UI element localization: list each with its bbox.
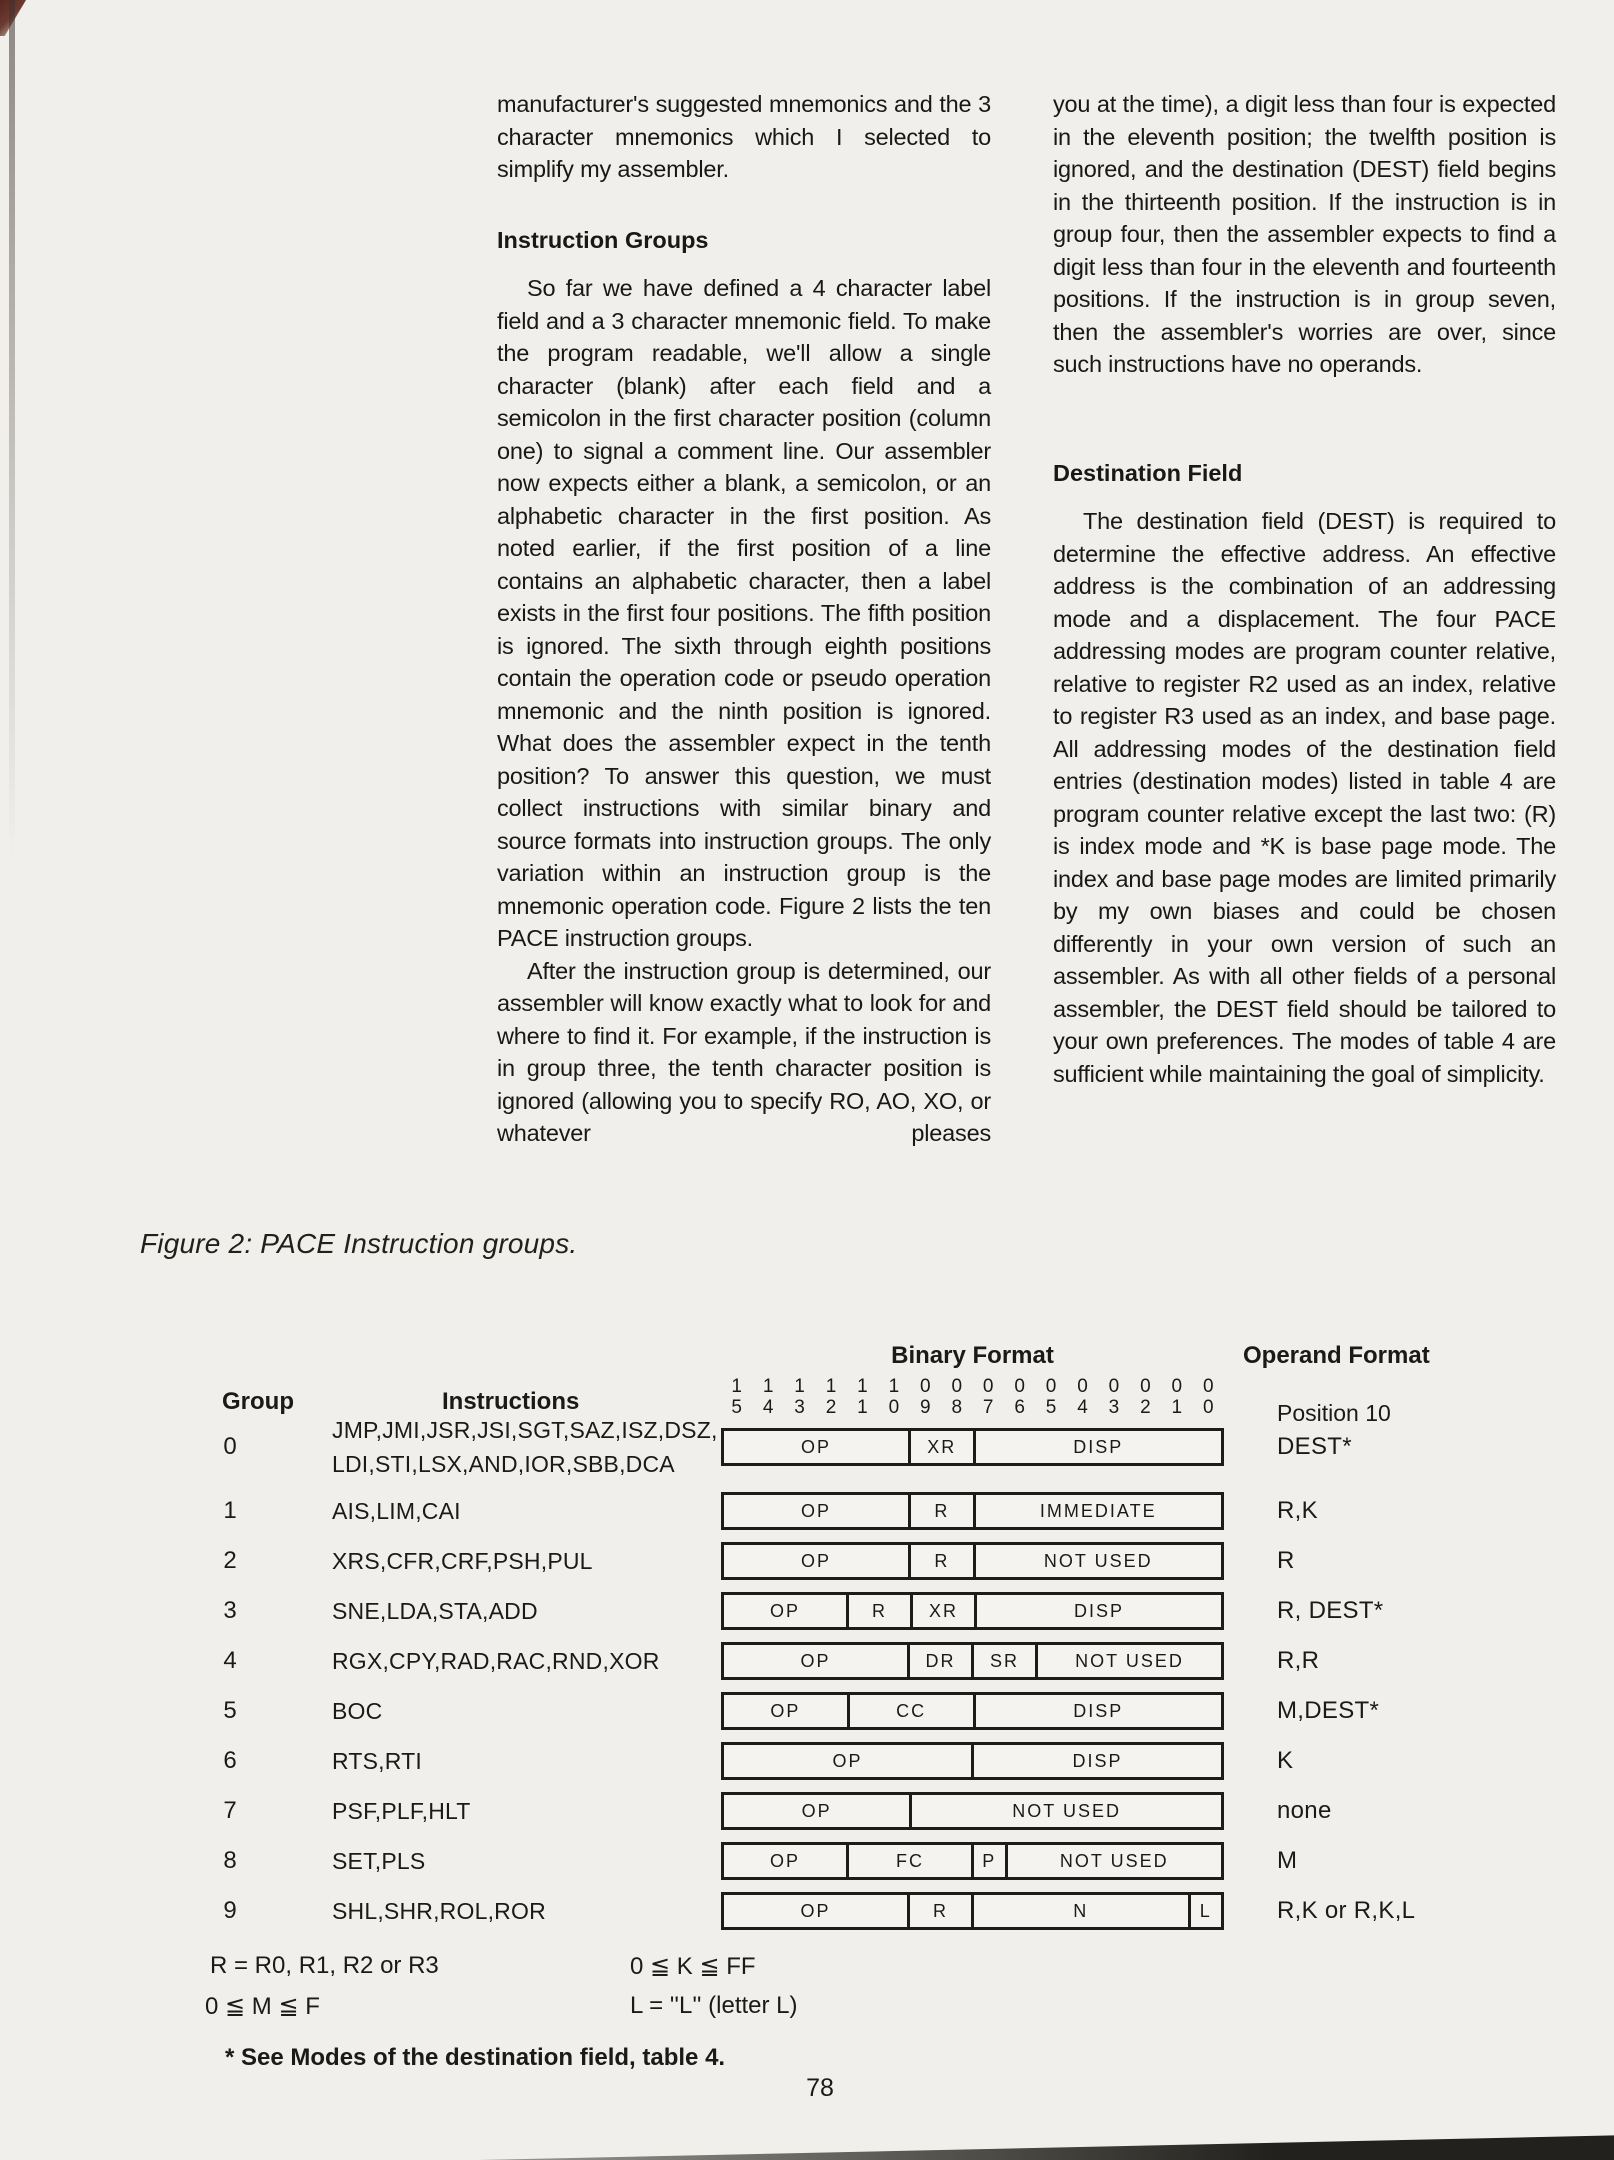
- binary-format-box: [721, 1792, 1224, 1830]
- figure-row: [0, 1742, 1614, 1780]
- bit-label-cell: 0 8: [951, 1376, 963, 1418]
- bit-label-cell: 0 1: [1171, 1376, 1183, 1418]
- binary-field: CC: [847, 1695, 973, 1727]
- bit-label-cell: 1 2: [825, 1376, 837, 1418]
- section-heading-destination-field: Destination Field: [1053, 459, 1243, 486]
- operand-format-value: R,K: [1277, 1497, 1318, 1524]
- binary-format-box: [721, 1542, 1224, 1580]
- bit-number-labels: [721, 1376, 1224, 1420]
- binary-format-box: [721, 1742, 1224, 1780]
- operand-format-value: M,DEST*: [1277, 1697, 1380, 1724]
- binary-field: XR: [910, 1595, 974, 1627]
- legend-note-m: 0 ≦ M ≦ F: [205, 1993, 320, 2020]
- binary-field: OP: [801, 1500, 832, 1521]
- binary-field: DISP: [973, 1431, 1222, 1463]
- binary-field: R: [908, 1495, 972, 1527]
- operand-format-value: DEST*: [1277, 1433, 1352, 1460]
- bit-label-cell: 0 5: [1045, 1376, 1057, 1418]
- binary-field: R: [908, 1545, 972, 1577]
- binary-field: N: [971, 1895, 1188, 1927]
- text-column-left: [497, 88, 991, 1150]
- binary-field: NOT USED: [1035, 1645, 1221, 1677]
- bit-label-cell: 1 3: [794, 1376, 805, 1418]
- bit-label-cell: 0 7: [982, 1376, 994, 1418]
- figure-row: [0, 1892, 1614, 1930]
- binary-format-box: [721, 1892, 1224, 1930]
- binary-format-box: [721, 1592, 1224, 1630]
- operand-format-value: none: [1277, 1797, 1332, 1824]
- operand-format-value: R,K or R,K,L: [1277, 1897, 1416, 1924]
- binary-field: NOT USED: [909, 1795, 1221, 1827]
- binary-field: L: [1188, 1895, 1222, 1927]
- instruction-list: SNE,LDA,STA,ADD: [332, 1598, 538, 1624]
- bit-label-cell: 0 2: [1140, 1376, 1151, 1418]
- bit-label-cell: 0 4: [1077, 1376, 1088, 1418]
- paragraph-continuation: you at the time), a digit less than four is expected in the eleventh position; the twelfth position is ignored, and the destination (DEST) field begins in the thirteenth position. If the instruction is in group four, then the assembler expects to find a digit less than four in the eleventh and fourteenth positions. If the instruction is in group seven, then the assembler's worries are over, since such instructions have no operands.: [1053, 91, 1556, 377]
- bit-label-cell: 1 1: [857, 1376, 868, 1418]
- binary-field: FC: [846, 1845, 971, 1877]
- binary-field: XR: [908, 1431, 972, 1463]
- column-header-instructions: Instructions: [442, 1388, 580, 1415]
- instruction-list: PSF,PLF,HLT: [332, 1798, 471, 1824]
- binary-field: NOT USED: [1005, 1845, 1222, 1877]
- binary-format-box: [721, 1428, 1224, 1466]
- binary-field: P: [971, 1845, 1005, 1877]
- group-number: 8: [223, 1847, 237, 1874]
- footnote-dest-modes: * See Modes of the destination field, table 4.: [225, 2044, 726, 2071]
- group-number: 9: [223, 1897, 237, 1924]
- bit-label-cell: 1 0: [888, 1376, 900, 1418]
- bit-label-cell: 0 0: [1202, 1376, 1214, 1418]
- operand-format-value: R: [1277, 1547, 1295, 1574]
- figure-row: [0, 1792, 1614, 1830]
- column-header-group: Group: [222, 1388, 294, 1415]
- binary-field: OP: [800, 1650, 831, 1671]
- group-number: 3: [223, 1597, 237, 1624]
- figure-row: [0, 1642, 1614, 1680]
- instruction-list: SHL,SHR,ROL,ROR: [332, 1898, 546, 1924]
- binary-field: OP: [832, 1750, 863, 1771]
- column-header-operand-format: Operand Format: [1243, 1342, 1430, 1369]
- binary-field: R: [907, 1895, 971, 1927]
- paragraph-continuation: manufacturer's suggested mnemonics and the 3 character mnemonics which I selected to simplify my assembler.: [497, 91, 991, 182]
- binary-field: DR: [907, 1645, 971, 1677]
- instruction-list: RTS,RTI: [332, 1748, 423, 1774]
- binary-field: DISP: [971, 1745, 1221, 1777]
- binary-field: IMMEDIATE: [973, 1495, 1222, 1527]
- legend-note-r: R = R0, R1, R2 or R3: [210, 1952, 439, 1979]
- binary-format-box: [721, 1642, 1224, 1680]
- group-number: 0: [223, 1433, 237, 1460]
- figure-row: [0, 1417, 1614, 1477]
- legend-note-k: 0 ≦ K ≦ FF: [630, 1953, 756, 1980]
- binary-format-box: [721, 1692, 1224, 1730]
- figure-row: [0, 1492, 1614, 1530]
- group-number: 2: [223, 1547, 237, 1574]
- group-number: 1: [223, 1497, 237, 1524]
- paragraph: After the instruction group is determined, our assembler will know exactly what to look for and where to find it. For example, if the instruction is in group three, the tenth character position is ignored (allowing you to specify RO, AO, XO, or whatever pleases: [497, 957, 991, 1146]
- instruction-list: BOC: [332, 1698, 383, 1724]
- binary-field: SR: [971, 1645, 1035, 1677]
- binary-field: OP: [801, 1436, 832, 1457]
- instruction-list: JMP,JMI,JSR,JSI,SGT,SAZ,ISZ,DSZ, LDI,STI,LSX,AND,IOR,SBB,DCA: [332, 1417, 718, 1477]
- figure-caption: Figure 2: PACE Instruction groups.: [140, 1228, 578, 1259]
- figure-row: [0, 1842, 1614, 1880]
- bit-label-cell: 1 4: [762, 1376, 774, 1418]
- page-number: 78: [806, 2074, 834, 2102]
- bit-label-cell: 1 5: [731, 1376, 742, 1418]
- bit-label-cell: 0 9: [920, 1376, 931, 1418]
- binary-field: NOT USED: [973, 1545, 1222, 1577]
- figure-row: [0, 1692, 1614, 1730]
- binary-field: OP: [801, 1550, 832, 1571]
- text-column-right: [1053, 88, 1556, 1090]
- operand-format-value: R, DEST*: [1277, 1597, 1384, 1624]
- scan-left-streak: [9, 0, 15, 858]
- paragraph: So far we have defined a 4 character label field and a 3 character mnemonic field. To make the program readable, we'll allow a single character (blank) after each field and a semicolon in the first character position (column one) to signal a comment line. Our assembler now expects either a blank, a semicolon, or an alphabetic character in the first position. As noted earlier, if the first position of a line contains an alphabetic character, then a label exists in the first four positions. The fifth position is ignored. The sixth through eighth positions contain the operation code or pseudo operation mnemonic and the ninth position is ignored. What does the assembler expect in the tenth position? To answer this question, we must collect instructions with similar binary and source formats into instruction groups. The only variation within an instruction group is the mnemonic operation code. Figure 2 lists the ten PACE instruction groups.: [497, 275, 991, 951]
- binary-field: OP: [770, 1700, 801, 1721]
- paragraph: The destination field (DEST) is required to determine the effective address. An effective address is the combination of an addressing mode and a displacement. The four PACE addressing modes are program counter relative, relative to register R2 used as an index, relative to register R3 used as an index, and base page. All addressing modes of the destination field entries (destination modes) listed in table 4 are program counter relative except the last two: (R) is index mode and *K is base page mode. The index and base page modes are limited primarily by my own biases and could be chosen differently in your own version of such an assembler. As with all other fields of a personal assembler, the DEST field should be tailored to your own preferences. The modes of table 4 are sufficient while maintaining the goal of simplicity.: [1053, 508, 1556, 1087]
- binary-field: OP: [801, 1800, 832, 1821]
- section-heading-instruction-groups: Instruction Groups: [497, 226, 709, 253]
- group-number: 5: [223, 1697, 237, 1724]
- instruction-list: RGX,CPY,RAD,RAC,RND,XOR: [332, 1648, 660, 1674]
- binary-field: DISP: [973, 1695, 1222, 1727]
- group-number: 7: [223, 1797, 237, 1824]
- scan-bottom-edge: [478, 2130, 1614, 2160]
- instruction-list: AIS,LIM,CAI: [332, 1498, 461, 1524]
- binary-format-box: [721, 1842, 1224, 1880]
- legend-note-l: L = ''L'' (letter L): [630, 1992, 798, 2019]
- binary-field: R: [846, 1595, 910, 1627]
- operand-format-value: M: [1277, 1847, 1298, 1874]
- group-number: 6: [223, 1747, 237, 1774]
- binary-field: OP: [769, 1600, 800, 1621]
- figure-row: [0, 1542, 1614, 1580]
- operand-format-value: R,R: [1277, 1647, 1320, 1674]
- column-header-binary-format: Binary Format: [891, 1342, 1054, 1369]
- instruction-list: XRS,CFR,CRF,PSH,PUL: [332, 1548, 593, 1574]
- binary-field: OP: [800, 1900, 831, 1921]
- bit-label-cell: 0 6: [1014, 1376, 1025, 1418]
- group-number: 4: [223, 1647, 237, 1674]
- instruction-list: SET,PLS: [332, 1848, 426, 1874]
- binary-field: DISP: [974, 1595, 1221, 1627]
- binary-field: OP: [769, 1850, 800, 1871]
- column-subheader-position-10: Position 10: [1277, 1400, 1391, 1426]
- bit-label-cell: 0 3: [1108, 1376, 1120, 1418]
- figure-row: [0, 1592, 1614, 1630]
- operand-format-value: K: [1277, 1747, 1294, 1774]
- binary-format-box: [721, 1492, 1224, 1530]
